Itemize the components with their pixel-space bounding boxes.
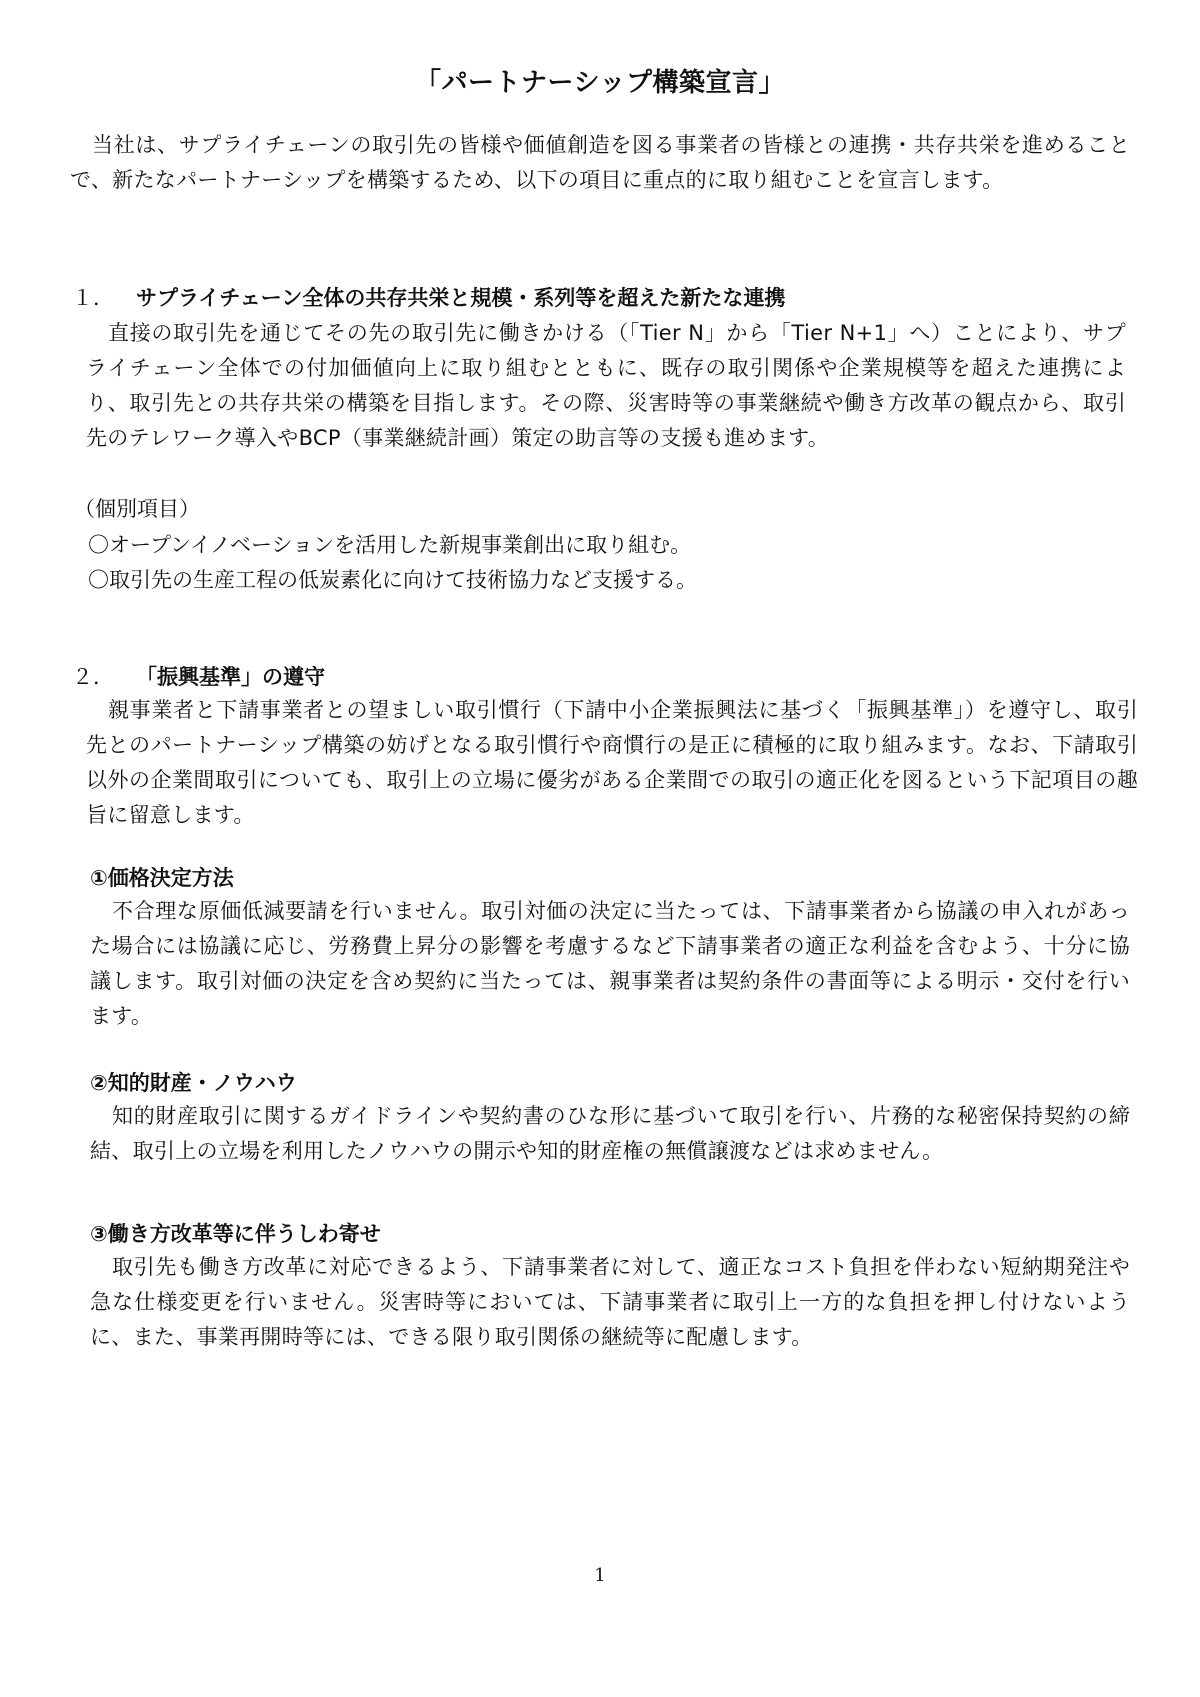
- section-1-heading: [72, 282, 785, 314]
- intro-paragraph: 当社は、サプライチェーンの取引先の皆様や価値創造を図る事業者の皆様との連携・共存共栄を進めることで、新たなパートナーシップを構築するため、以下の項目に重点的に取り組むことを宣言します。: [70, 133, 1130, 192]
- section-2-heading: [72, 661, 325, 693]
- section-1-number: １．: [72, 286, 114, 310]
- section-2-title: 「振興基準」の遵守: [136, 665, 325, 689]
- section-2-body: 親事業者と下請事業者との望ましい取引慣行（下請中小企業振興法に基づく「振興基準」）を遵守し、取引先とのパートナーシップ構築の妨げとなる取引慣行や商慣行の是正に積極的に取り組みます。なお、下請取引以外の企業間取引についても、取引上の立場に優劣がある企業間での取引の適正化を図るという下記項目の趣旨に留意します。: [86, 698, 1138, 827]
- section-1-title: サプライチェーン全体の共存共栄と規模・系列等を超えた新たな連携: [136, 286, 786, 310]
- section-1-body: 直接の取引先を通じてその先の取引先に働きかける（「Tier N」から「Tier N+1」へ）ことにより、サプライチェーン全体での付加価値向上に取り組むとともに、既存の取引関係や企業規模等を超えた連携により、取引先との共存共栄の構築を目指します。その際、災害時等の事業継続や働き方改革の観点から、取引先のテレワーク導入やBCP（事業継続計画）策定の助言等の支援も進めます。: [86, 321, 1126, 450]
- section-1-items-label: （個別項目）: [74, 497, 200, 521]
- section-2-number: ２．: [72, 665, 114, 689]
- section-1-item: 〇取引先の生産工程の低炭素化に向けて技術協力など支援する。: [88, 568, 697, 592]
- subsection-3-heading: ③働き方改革等に伴うしわ寄せ: [90, 1222, 381, 1246]
- subsection-1-body: 不合理な原価低減要請を行いません。取引対価の決定に当たっては、下請事業者から協議の申入れがあった場合には協議に応じ、労務費上昇分の影響を考慮するなど下請事業者の適正な利益を含むよう、十分に協議します。取引対価の決定を含め契約に当たっては、親事業者は契約条件の書面等による明示・交付を行います。: [90, 899, 1130, 1028]
- subsection-1-heading: ①価格決定方法: [90, 866, 234, 890]
- section-1-item: 〇オープンイノベーションを活用した新規事業創出に取り組む。: [88, 533, 692, 557]
- subsection-2-heading: ②知的財産・ノウハウ: [90, 1071, 297, 1095]
- document-title: 「パートナーシップ構築宣言」: [415, 68, 785, 98]
- subsection-2-body: 知的財産取引に関するガイドラインや契約書のひな形に基づいて取引を行い、片務的な秘密保持契約の締結、取引上の立場を利用したノウハウの開示や知的財産権の無償譲渡などは求めません。: [90, 1104, 1130, 1163]
- page-number: 1: [594, 1565, 606, 1586]
- subsection-3-body: 取引先も働き方改革に対応できるよう、下請事業者に対して、適正なコスト負担を伴わない短納期発注や急な仕様変更を行いません。災害時等においては、下請事業者に取引上一方的な負担を押し付けないように、また、事業再開時等には、できる限り取引関係の継続等に配慮します。: [90, 1255, 1130, 1349]
